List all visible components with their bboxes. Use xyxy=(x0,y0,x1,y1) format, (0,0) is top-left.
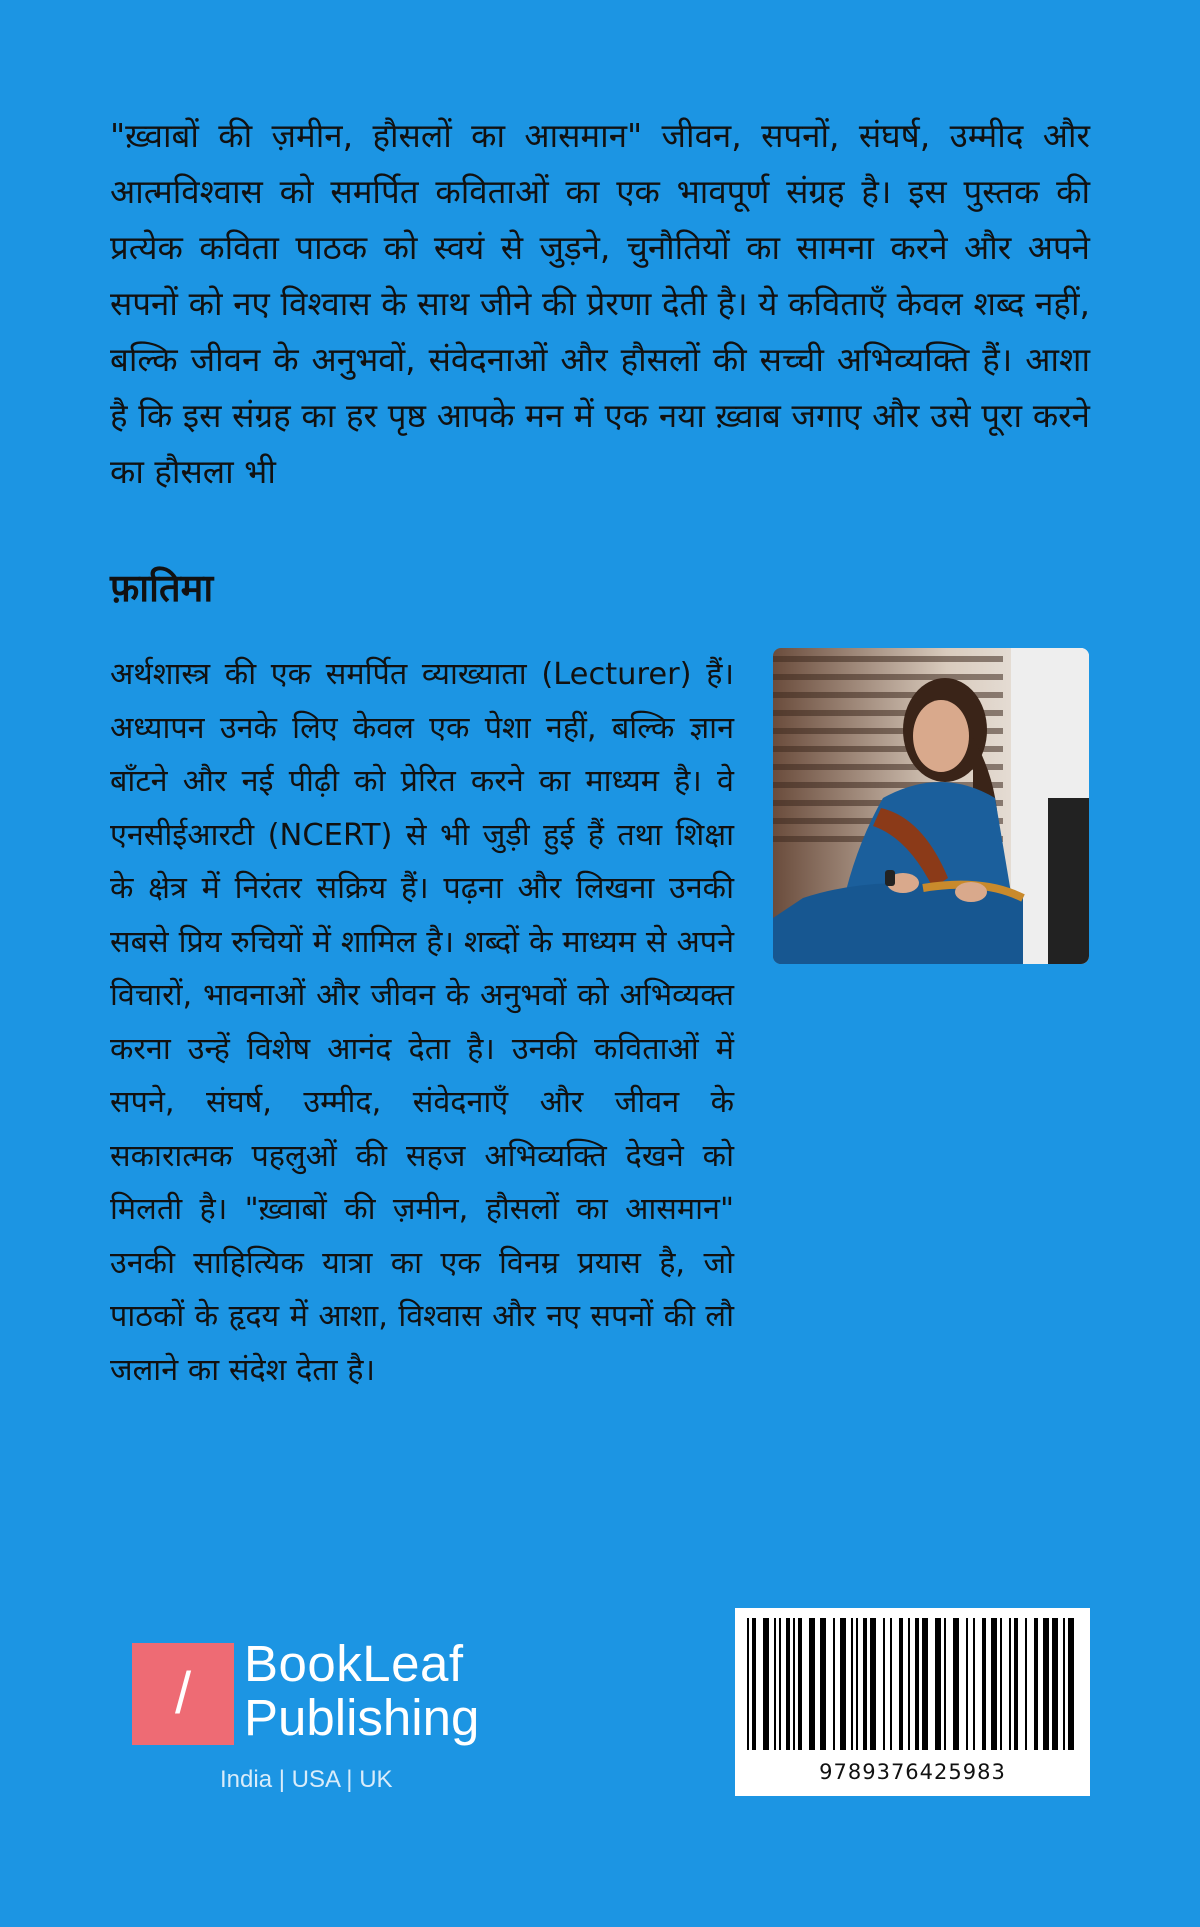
isbn-barcode xyxy=(735,1608,1090,1796)
barcode-bar xyxy=(798,1618,802,1750)
barcode-bar xyxy=(973,1618,975,1750)
publisher-logo xyxy=(130,1636,530,1796)
barcode-bar xyxy=(774,1618,776,1750)
barcode-bar xyxy=(1014,1618,1018,1750)
barcode-bar xyxy=(793,1618,795,1750)
barcode-bar xyxy=(922,1618,928,1750)
barcode-bar xyxy=(908,1618,910,1750)
barcode-bar xyxy=(1063,1618,1065,1750)
barcode-bar xyxy=(763,1618,769,1750)
publisher-logo-mark xyxy=(132,1643,234,1745)
barcode-bar xyxy=(1025,1618,1027,1750)
barcode-bar xyxy=(809,1618,815,1750)
barcode-bar xyxy=(991,1618,997,1750)
barcode-bar xyxy=(890,1618,892,1750)
barcode-bar xyxy=(899,1618,903,1750)
barcode-bar xyxy=(786,1618,790,1750)
barcode-bar xyxy=(944,1618,946,1750)
barcode-bar xyxy=(883,1618,885,1750)
barcode-bars xyxy=(735,1608,1090,1758)
barcode-bar xyxy=(915,1618,919,1750)
barcode-bar xyxy=(747,1618,749,1750)
author-photo xyxy=(773,648,1089,964)
barcode-bar xyxy=(1043,1618,1049,1750)
barcode-bar xyxy=(820,1618,826,1750)
publisher-name-line1: BookLeaf xyxy=(244,1635,464,1692)
barcode-bar xyxy=(856,1618,858,1750)
back-cover-blurb: "ख़्वाबों की ज़मीन, हौसलों का आसमान" जीवन, सपनों, संघर्ष, उम्मीद और आत्मविश्वास को समर्पित कविताओं का एक भावपूर्ण संग्रह है। इस पुस्तक की प्रत्येक कविता पाठक को स्वयं से जुड़ने, चुनौतियों का सामना करने और अपने सपनों को नए विश्वास के साथ जीने की प्रेरणा देती है। ये कविताएँ केवल शब्द नहीं, बल्कि जीवन के अनुभवों, संवेदनाओं और हौसलों की सच्ची अभिव्यक्ति हैं। आशा है कि इस संग्रह का हर पृष्ठ आपके मन में एक नया ख़्वाब जगाए और उसे पूरा करने का हौसला भी xyxy=(110,116,1090,491)
barcode-bar xyxy=(833,1618,835,1750)
barcode-bar xyxy=(1009,1618,1011,1750)
author-bio: अर्थशास्त्र की एक समर्पित व्याख्याता (Lecturer) हैं। अध्यापन उनके लिए केवल एक पेशा नहीं, बल्कि ज्ञान बाँटने और नई पीढ़ी को प्रेरित करने का माध्यम है। वे एनसीईआरटी (NCERT) से भी जुड़ी हुई हैं तथा शिक्षा के क्षेत्र में निरंतर सक्रिय हैं। पढ़ना और लिखना उनकी सबसे प्रिय रुचियों में शामिल है। शब्दों के माध्यम से अपने विचारों, भावनाओं और जीवन के अनुभवों को अभिव्यक्त करना उन्हें विशेष आनंद देता है। उनकी कविताओं में सपने, संघर्ष, उम्मीद, संवेदनाएँ और जीवन के सकारात्मक पहलुओं की सहज अभिव्यक्ति देखने को मिलती है। "ख़्वाबों की ज़मीन, हौसलों का आसमान" उनकी साहित्यिक यात्रा का एक विनम्र प्रयास है, जो पाठकों के हृदय में आशा, विश्वास और नए सपनों की लौ जलाने का संदेश देता है। xyxy=(110,657,734,1388)
barcode-bar xyxy=(982,1618,986,1750)
barcode-bar xyxy=(840,1618,846,1750)
barcode-bar xyxy=(870,1618,876,1750)
publisher-name-line2: Publishing xyxy=(244,1689,480,1746)
barcode-bar xyxy=(1052,1618,1058,1750)
barcode-bar xyxy=(863,1618,867,1750)
barcode-bar xyxy=(966,1618,968,1750)
isbn-number: 9789376425983 xyxy=(819,1760,1006,1784)
barcode-bar xyxy=(1068,1618,1074,1750)
barcode-bar xyxy=(851,1618,853,1750)
publisher-regions: India | USA | UK xyxy=(220,1766,393,1793)
barcode-bar xyxy=(953,1618,959,1750)
barcode-bar xyxy=(1000,1618,1002,1750)
barcode-bar xyxy=(752,1618,756,1750)
barcode-bar xyxy=(935,1618,941,1750)
barcode-bar xyxy=(1034,1618,1038,1750)
author-name: फ़ातिमा xyxy=(110,566,214,610)
publisher-logo-slash: / xyxy=(174,1661,192,1726)
barcode-bar xyxy=(779,1618,781,1750)
